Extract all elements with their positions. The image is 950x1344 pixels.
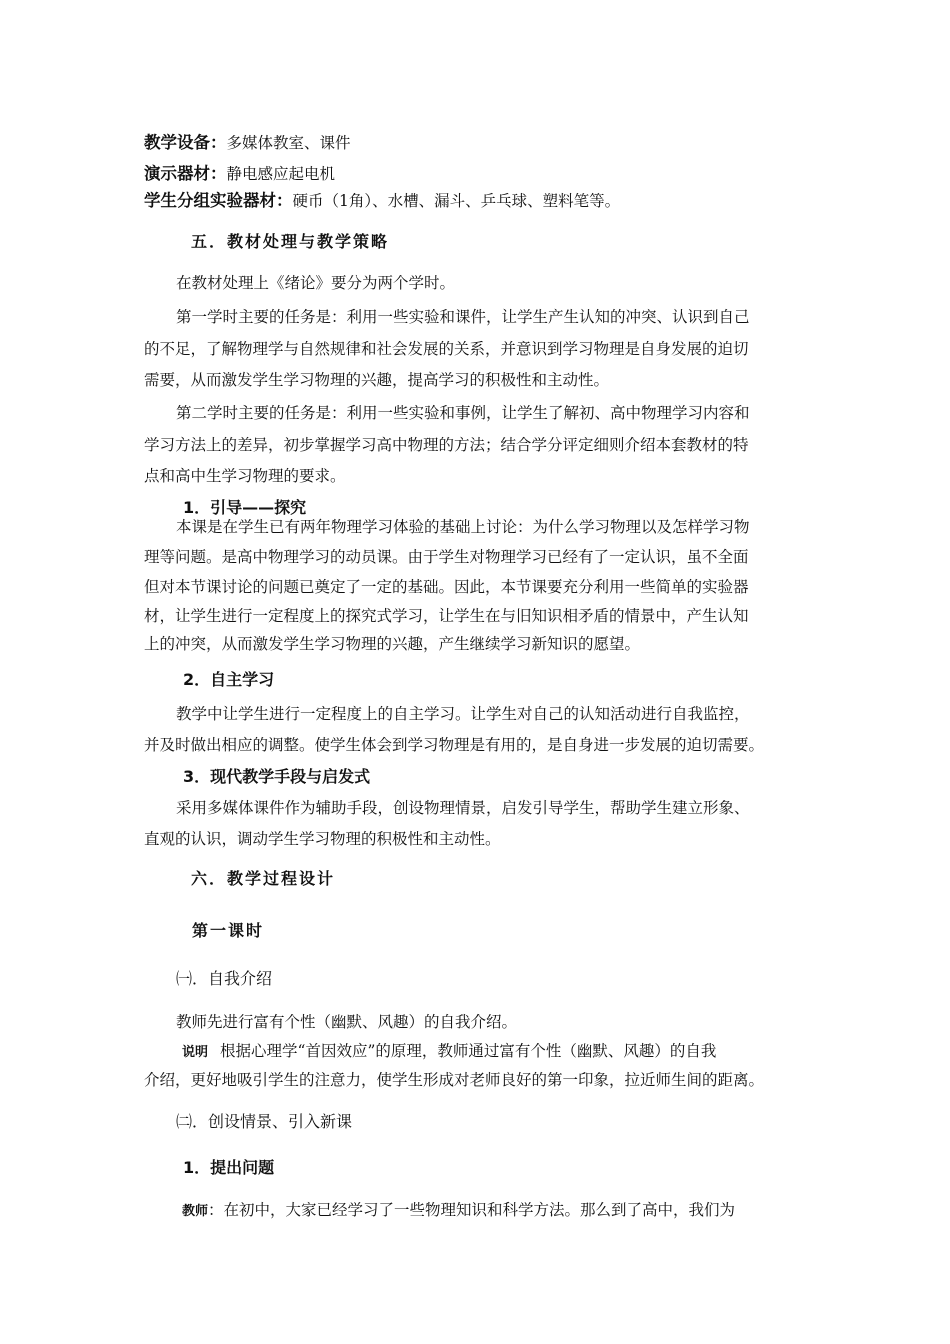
section5-p1-line: 需要，从而激发学生学习物理的兴趣，提高学习的积极性和主动性。: [144, 371, 610, 389]
subsection-modern-methods-title: 3．现代教学手段与启发式: [183, 767, 371, 786]
section5-intro: 在教材处理上《绪论》要分为两个学时。: [176, 274, 456, 292]
subsection-modern-methods-line: 直观的认识，调动学生学习物理的积极性和主动性。: [144, 830, 501, 848]
teacher-line: [182, 1199, 810, 1223]
teaching-equipment-line: [144, 132, 810, 154]
note-text1: 根据心理学“首因效应”的原理，教师通过富有个性（幽默、风趣）的自我: [220, 1042, 717, 1060]
section5-p2-line: 第二学时主要的任务是：利用一些实验和事例，让学生了解初、高中物理学习内容和: [176, 404, 750, 422]
subsection-guide-line: 但对本节课讨论的问题已奠定了一定的基础。因此，本节课要充分利用一些简单的实验器: [144, 578, 749, 596]
group-equipment-label: 学生分组实验器材：: [144, 191, 293, 210]
section6-heading: 六．教学过程设计: [191, 869, 336, 888]
teacher-tag: 教师: [182, 1204, 209, 1219]
teaching-equipment-value: 多媒体教室、课件: [226, 134, 351, 152]
note-tag: 说明: [182, 1045, 209, 1060]
subsection-modern-methods-line: 采用多媒体课件作为辅助手段，创设物理情景，启发引导学生，帮助学生建立形象、: [176, 799, 750, 817]
section5-p1-line: 的不足，了解物理学与自然规律和社会发展的关系，并意识到学习物理是自身发展的迫切: [144, 340, 749, 358]
section5-p1-line: 第一学时主要的任务是：利用一些实验和课件，让学生产生认知的冲突、认识到自己: [176, 308, 750, 326]
demo-equipment-value: 静电感应起电机: [226, 165, 336, 183]
subsection-guide-explore-title: 1．引导——探究: [183, 498, 307, 517]
group-equipment-line: [144, 190, 810, 212]
subsection-self-study-title: 2．自主学习: [183, 670, 275, 689]
subsection-guide-line: 材，让学生进行一定程度上的探究式学习，让学生在与旧知识相矛盾的情景中，产生认知: [144, 607, 749, 625]
demo-equipment-label: 演示器材：: [144, 164, 227, 183]
subsection-guide-line: 本课是在学生已有两年物理学习体验的基础上讨论：为什么学习物理以及怎样学习物: [176, 518, 750, 536]
demo-equipment-line: [144, 163, 810, 185]
part1-title: ㈠．自我介绍: [176, 969, 273, 988]
note-line1: [182, 1040, 810, 1064]
subsection-self-study-line: 并及时做出相应的调整。使学生体会到学习物理是有用的，是自身进一步发展的迫切需要。: [144, 736, 765, 754]
subsection-self-study-line: 教学中让学生进行一定程度上的自主学习。让学生对自己的认知活动进行自我监控，: [176, 705, 750, 723]
section5-p2-line: 学习方法上的差异，初步掌握学习高中物理的方法；结合学分评定细则介绍本套教材的特: [144, 436, 749, 454]
section5-heading: 五．教材处理与教学策略: [191, 232, 390, 251]
subsection-guide-line: 理等问题。是高中物理学习的动员课。由于学生对物理学习已经有了一定认识，虽不全面: [144, 548, 749, 566]
part2-step1-title: 1．提出问题: [183, 1158, 275, 1177]
teaching-equipment-label: 教学设备：: [144, 133, 227, 152]
part1-text: 教师先进行富有个性（幽默、风趣）的自我介绍。: [176, 1013, 518, 1031]
note-line2: 介绍，更好地吸引学生的注意力，使学生形成对老师良好的第一印象，拉近师生间的距离。: [144, 1071, 765, 1089]
section5-p2-line: 点和高中生学习物理的要求。: [144, 467, 346, 485]
subsection-guide-line: 上的冲突，从而激发学生学习物理的兴趣，产生继续学习新知识的愿望。: [144, 635, 641, 653]
lesson1-heading: 第一课时: [192, 921, 265, 940]
part2-title: ㈡．创设情景、引入新课: [176, 1112, 353, 1131]
group-equipment-value: 硬币（1角）、水槽、漏斗、乒乓球、塑料笔等。: [292, 192, 621, 210]
teacher-text: ：在初中，大家已经学习了一些物理知识和科学方法。那么到了高中，我们为: [208, 1201, 736, 1219]
